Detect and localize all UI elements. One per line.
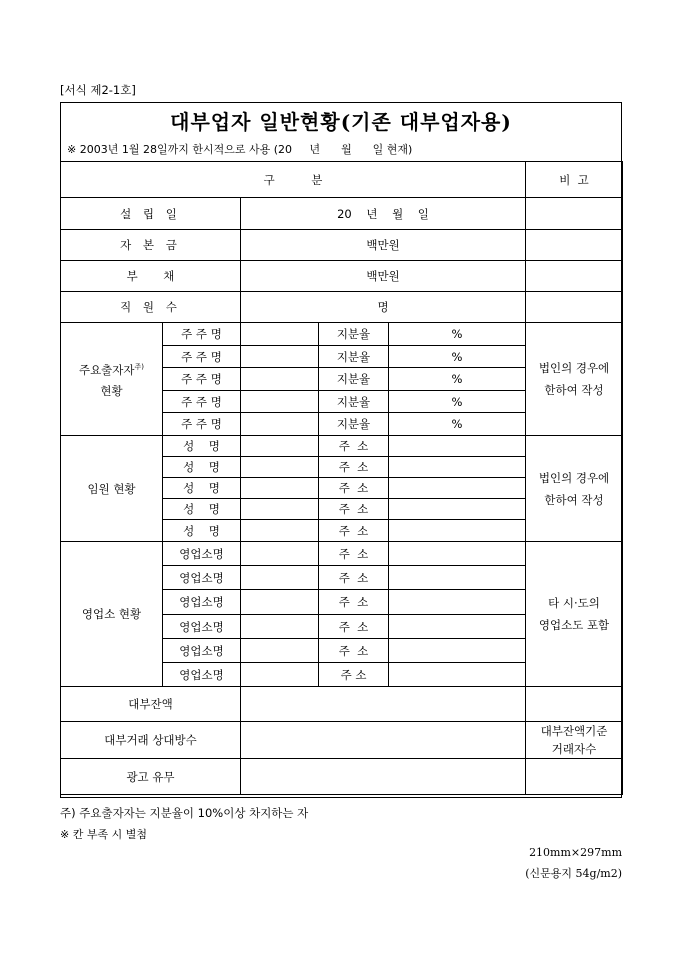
office-address-field[interactable] — [389, 566, 526, 590]
debt-field[interactable]: 백만원 — [241, 261, 526, 292]
officers-remark-line2: 한하여 작성 — [544, 492, 604, 507]
loan-balance-field[interactable] — [241, 687, 526, 722]
office-address-field[interactable] — [389, 663, 526, 687]
officer-address-label: 주 소 — [319, 520, 389, 542]
shareholders-label-line2: 현황 — [100, 384, 123, 399]
officer-address-field[interactable] — [389, 520, 526, 542]
office-address-field[interactable] — [389, 590, 526, 615]
offices-remark-line1: 타 시·도의 — [548, 596, 600, 610]
office-address-label: 주 소 — [319, 663, 389, 687]
paper-stock: (신문용지 54g/m2) — [525, 867, 622, 880]
debt-row — [61, 261, 623, 292]
office-address-field[interactable] — [389, 639, 526, 663]
share-ratio-field[interactable]: % — [389, 391, 526, 413]
share-ratio-field[interactable]: % — [389, 346, 526, 368]
shareholders-label-line1: 주요출자자 — [78, 362, 135, 377]
debt-label: 부 채 — [61, 261, 241, 292]
office-name-field[interactable] — [241, 542, 319, 566]
share-ratio-label: 지분율 — [319, 368, 389, 391]
office-address-field[interactable] — [389, 615, 526, 639]
shareholders-remark-line2: 한하여 작성 — [544, 383, 604, 397]
office-name-label: 영업소명 — [163, 566, 241, 590]
officer-address-label: 주 소 — [319, 457, 389, 478]
office-name-field[interactable] — [241, 566, 319, 590]
office-name-field[interactable] — [241, 590, 319, 615]
officer-address-field[interactable] — [389, 499, 526, 520]
officer-name-field[interactable] — [241, 499, 319, 520]
shareholder-name-label: 주 주 명 — [163, 346, 241, 368]
offices-remark-line2: 영업소도 포함 — [538, 618, 610, 632]
officers-remark — [526, 436, 623, 542]
shareholder-name-label: 주 주 명 — [163, 391, 241, 413]
office-name-label: 영업소명 — [163, 639, 241, 663]
form-title: 대부업자 일반현황(기존 대부업자용) — [170, 110, 512, 134]
officer-name-field[interactable] — [241, 436, 319, 457]
shareholders-footnote-mark: 주) — [134, 362, 145, 371]
capital-label: 자 본 금 — [61, 230, 241, 261]
officer-address-label: 주 소 — [319, 478, 389, 499]
capital-row — [61, 230, 623, 261]
counterparties-row — [61, 722, 623, 759]
advertising-field[interactable] — [241, 759, 526, 795]
office-name-label: 영업소명 — [163, 615, 241, 639]
counterparties-remark — [526, 722, 623, 759]
counterparties-remark-line1: 대부잔액기준 — [540, 724, 608, 738]
officer-address-field[interactable] — [389, 457, 526, 478]
advertising-remark-cell[interactable] — [526, 759, 623, 795]
status-table — [60, 161, 623, 795]
offices-label: 영업소 현황 — [61, 542, 163, 687]
officer-name-label: 성 명 — [163, 457, 241, 478]
shareholder-row — [61, 323, 623, 346]
shareholder-name-field[interactable] — [241, 323, 319, 346]
counterparties-field[interactable] — [241, 722, 526, 759]
shareholder-name-label: 주 주 명 — [163, 413, 241, 436]
shareholder-name-label: 주 주 명 — [163, 323, 241, 346]
office-address-label: 주 소 — [319, 590, 389, 615]
debt-remark-cell[interactable] — [526, 261, 623, 292]
officer-name-field[interactable] — [241, 520, 319, 542]
share-ratio-field[interactable]: % — [389, 368, 526, 391]
share-ratio-label: 지분율 — [319, 391, 389, 413]
officer-name-label: 성 명 — [163, 499, 241, 520]
share-ratio-field[interactable]: % — [389, 413, 526, 436]
shareholders-label — [61, 323, 163, 436]
officer-name-label: 성 명 — [163, 520, 241, 542]
office-name-field[interactable] — [241, 639, 319, 663]
form-number: [서식 제2-1호] — [60, 83, 136, 97]
officer-name-label: 성 명 — [163, 478, 241, 499]
paper-size: 210mm×297mm — [529, 846, 622, 859]
office-address-label: 주 소 — [319, 639, 389, 663]
office-row — [61, 542, 623, 566]
shareholder-name-field[interactable] — [241, 346, 319, 368]
officer-address-label: 주 소 — [319, 499, 389, 520]
office-name-label: 영업소명 — [163, 542, 241, 566]
office-address-label: 주 소 — [319, 566, 389, 590]
office-name-label: 영업소명 — [163, 590, 241, 615]
remarks-header: 비 고 — [526, 162, 623, 198]
loan-balance-label: 대부잔액 — [61, 687, 241, 722]
officer-name-field[interactable] — [241, 457, 319, 478]
office-name-field[interactable] — [241, 615, 319, 639]
category-header: 구 분 — [61, 162, 526, 198]
share-ratio-label: 지분율 — [319, 323, 389, 346]
footnote-major-shareholder: 주) 주요출자자는 지분율이 10%이상 차지하는 자 — [60, 806, 309, 820]
establishment-date-field[interactable]: 20 년 월 일 — [241, 198, 526, 230]
shareholder-name-field[interactable] — [241, 391, 319, 413]
counterparties-label: 대부거래 상대방수 — [61, 722, 241, 759]
shareholder-name-field[interactable] — [241, 413, 319, 436]
share-ratio-label: 지분율 — [319, 346, 389, 368]
officer-address-field[interactable] — [389, 478, 526, 499]
offices-remark — [526, 542, 623, 687]
employees-label: 직 원 수 — [61, 292, 241, 323]
capital-remark-cell[interactable] — [526, 230, 623, 261]
counterparties-remark-line2: 거래자수 — [551, 742, 597, 756]
office-name-field[interactable] — [241, 663, 319, 687]
establishment-remark-cell[interactable] — [526, 198, 623, 230]
loan-balance-row — [61, 687, 623, 722]
office-address-label: 주 소 — [319, 542, 389, 566]
share-ratio-field[interactable]: % — [389, 323, 526, 346]
validity-note: ※ 2003년 1월 28일까지 한시적으로 사용 (20 년 월 일 현재) — [67, 143, 413, 156]
shareholder-name-label: 주 주 명 — [163, 368, 241, 391]
office-address-label: 주 소 — [319, 615, 389, 639]
shareholders-remark-line1: 법인의 경우에 — [538, 361, 610, 375]
officer-row — [61, 436, 623, 457]
officers-remark-line1: 법인의 경우에 — [538, 470, 610, 485]
officers-label: 임원 현황 — [61, 436, 163, 542]
header-row — [61, 162, 623, 198]
establishment-label: 설 립 일 — [61, 198, 241, 230]
establishment-row — [61, 198, 623, 230]
officer-address-field[interactable] — [389, 436, 526, 457]
loan-balance-remark-cell[interactable] — [526, 687, 623, 722]
advertising-label: 광고 유무 — [61, 759, 241, 795]
office-address-field[interactable] — [389, 542, 526, 566]
footnote-attachment: ※ 칸 부족 시 별첨 — [60, 828, 147, 841]
officer-name-field[interactable] — [241, 478, 319, 499]
office-name-label: 영업소명 — [163, 663, 241, 687]
employees-row — [61, 292, 623, 323]
shareholders-remark — [526, 323, 623, 436]
employees-remark-cell[interactable] — [526, 292, 623, 323]
officer-address-label: 주 소 — [319, 436, 389, 457]
capital-field[interactable]: 백만원 — [241, 230, 526, 261]
advertising-row — [61, 759, 623, 795]
shareholder-name-field[interactable] — [241, 368, 319, 391]
officer-name-label: 성 명 — [163, 436, 241, 457]
share-ratio-label: 지분율 — [319, 413, 389, 436]
employees-field[interactable]: 명 — [241, 292, 526, 323]
